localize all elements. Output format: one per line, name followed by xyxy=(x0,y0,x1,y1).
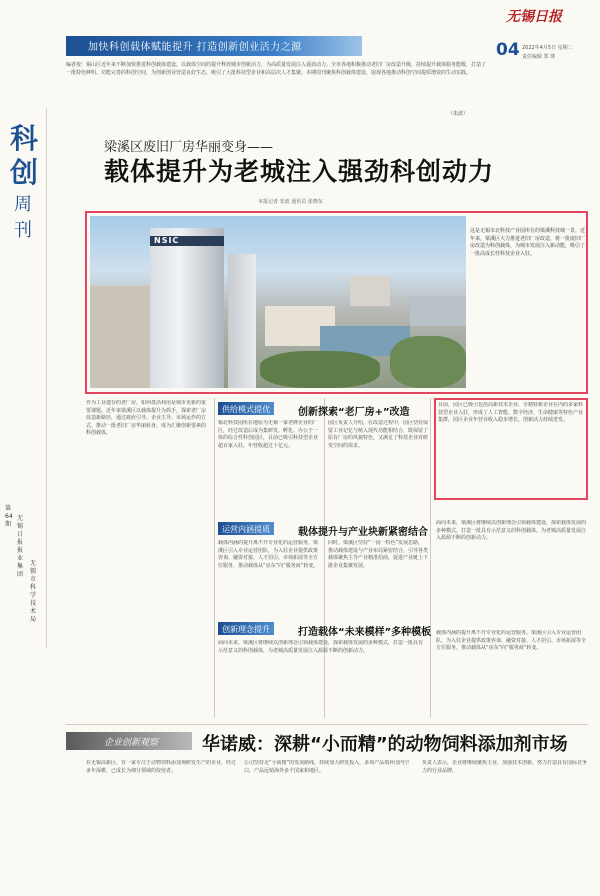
body-column-2: 锡北科技园所在地原为无锡一家老牌企业的厂区，经过改造后成为集研发、孵化、办公于一体的综合性科创园区，目前已吸引科技型企业超百家入驻，年营收超过十亿元。 xyxy=(218,420,319,449)
photo-tower-logo: NSIC xyxy=(154,236,180,245)
section-label-3: 创新理念提升 xyxy=(222,625,270,634)
section-heading-3: 打造载体“未来模样”多种模板 xyxy=(298,627,432,638)
aerial-photo xyxy=(90,216,466,388)
bottom-headline: 华诺威：深耕“小而精”的动物饲料添加剂市场 xyxy=(202,734,568,755)
column-divider xyxy=(430,398,431,718)
body-column-7: 面向未来，梁溪区将继续以创新理念引领载体建设，探索载体发展的多种模式，打造一批具有示范意义的科创载体，为老城高质量发展注入源源不断的创新动力。 xyxy=(218,640,424,654)
body-column-3: 园区负责人介绍，在改造过程中，园区坚持保留工业记忆与植入现代功能相结合，既保留了原有厂房的风貌特色，又满足了科技企业对研发空间的需求。 xyxy=(328,420,428,449)
photo-caption: 这是无锡市北科技产业园所在的梁溪科技城一景。近年来，梁溪区大力推进老旧厂房改造，将一批废旧厂房改造为科创载体，为城市发展注入新动能，吸引了一批高成长性科技企业入驻。 xyxy=(470,228,586,257)
body-column-4: 载体内涵的提升离不开专业化的运营服务。梁溪区引入专业运营团队，为入驻企业提供政策咨询、融资对接、人才招引、市场拓展等全方位服务，推动载体从“房东”向“服务商”转变。 xyxy=(218,540,319,569)
photo-trees xyxy=(260,351,380,388)
date-line: 2022年4月5日 星期二 xyxy=(522,45,573,51)
column-divider xyxy=(214,398,215,718)
bottom-column-2: 公司坚持走“小而精”的发展路线，持续加大研发投入，多项产品填补国内空白，产品远销海外多个国家和地区。 xyxy=(244,760,410,774)
issue-number: 第64期 xyxy=(5,505,13,528)
bottom-column-1: 在无锡高新区，有一家专注于动物饲料添加剂研发生产的企业，经过多年深耕，已成长为细分领域的佼佼者。 xyxy=(86,760,236,774)
section-heading-2: 载体提升与产业块新紧密结合 xyxy=(298,527,428,538)
sponsor-name: 无锡日报报业集团 xyxy=(17,515,24,578)
masthead: 无锡日报 xyxy=(506,9,562,25)
photo-tower-annex xyxy=(228,254,256,388)
kicker: 梁溪区废旧厂房华丽变身—— xyxy=(104,140,274,155)
bottom-section-label: 企业创新观察 xyxy=(104,738,159,748)
photo-tower xyxy=(150,228,224,388)
page-number: 04 xyxy=(496,40,520,60)
co-sponsor-name: 无锡市科学技术局 xyxy=(30,560,37,623)
editor-note-signature: （朱波） xyxy=(448,111,469,117)
top-banner-text: 加快科创载体赋能提升 打造创新创业活力之源 xyxy=(88,42,302,53)
body-column-8: 载体内涵的提升离不开专业化的运营服务。梁溪区引入专业运营团队，为入驻企业提供政策咨询、融资对接、人才招引、市场拓展等全方位服务，推动载体从“房东”向“服务商”转变。 xyxy=(436,630,586,651)
story-divider xyxy=(66,724,588,725)
section-label-2: 运营内涵提质 xyxy=(222,525,270,534)
section-title: 科创 xyxy=(9,122,38,189)
editor-line: 责任编辑 郑 瑛 xyxy=(522,54,556,60)
photo-building xyxy=(350,276,390,306)
photo-building xyxy=(90,286,150,388)
byline: 本报记者 朱波 通讯员 张晓东 xyxy=(258,199,323,205)
headline: 载体提升为老城注入强劲科创动力 xyxy=(104,157,495,186)
body-column-1: 作为工业遗存的老厂房，如何盘活利用是城市更新的重要课题。近年来梁溪区以载体提升为抓手，探索老厂房改造新路径，通过政府引导、企业主导、市场运作的方式，推动一批老旧厂房华丽转身，成为汇聚创新要素的科创载体。 xyxy=(86,400,207,436)
section-heading-1: 创新探索“老厂房+”改造 xyxy=(298,407,410,418)
section-label-1: 供给模式提优 xyxy=(222,405,270,414)
body-column-6: 面向未来，梁溪区将继续以创新理念引领载体建设，探索载体发展的多种模式，打造一批具有示范意义的科创载体，为老城高质量发展注入源源不断的创新动力。 xyxy=(436,520,586,541)
photo-trees xyxy=(390,336,466,388)
bottom-column-3: 负责人表示，企业将继续聚焦主业，加强技术创新，努力打造具有国际竞争力的行业品牌。 xyxy=(422,760,588,774)
photo-building xyxy=(410,296,466,326)
section-weekly: 周刊 xyxy=(14,194,32,241)
highlight-box-text: 目前，园区已吸引包括高新技术企业、专精特新企业在内的多家科技型企业入驻，形成了人工智能、数字经济、生命健康等特色产业集群，园区企业年营业收入稳步增长，创新活力持续迸发。 xyxy=(438,402,584,423)
body-column-5: 同时，梁溪区坚持“一园一特色”发展思路，推动载体建设与产业布局紧密结合，引导各类载体聚焦主导产业精准招商，促进产业链上下游企业集聚发展。 xyxy=(328,540,428,569)
editor-note: 编者按：锡山区近年来不断加快推进科创载体建设，以载体空间的提升释放城市创新活力，为高质量发展注入强劲动力。全市各地积极推动老旧厂房改造升级，持续提升载体服务能级，打造了一批特色鲜明、功能完善的科创空间，为创新创业营造良好生态，吸引了大批科技型企业和高层次人才集聚。本期周刊聚焦科创载体建设，展现各地推动科创空间提质增效的生动实践。 xyxy=(66,62,487,76)
